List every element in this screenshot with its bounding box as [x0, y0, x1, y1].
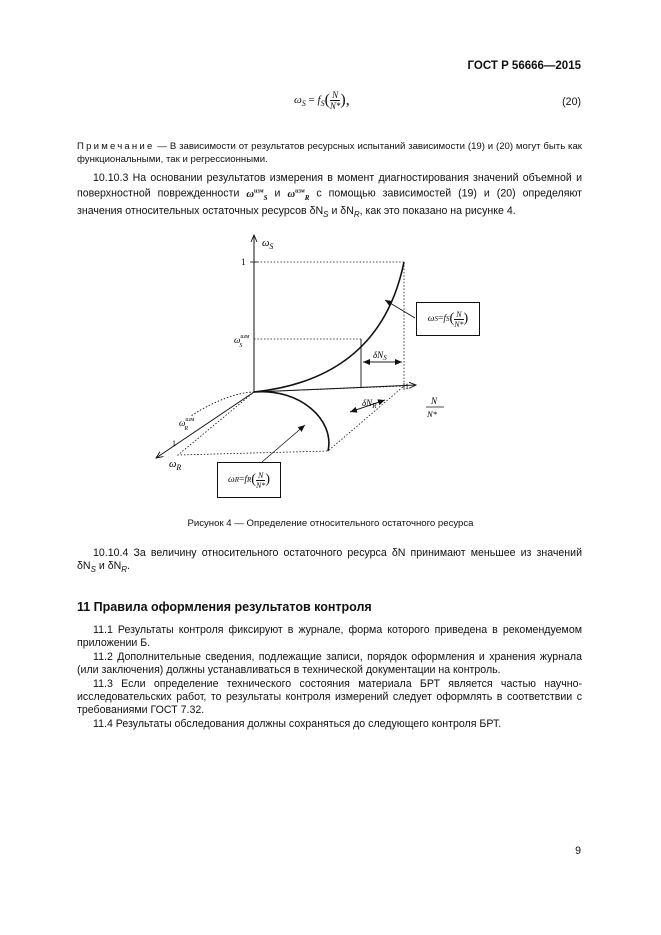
omega-r-axis-label: $\omega_R$	[169, 459, 182, 472]
paragraph-11-4: 11.4 Результаты обследования должны сохраняться до следующего контроля БРТ.	[93, 717, 502, 730]
delta-ns-label: $\delta N_S$	[373, 350, 387, 362]
paragraph-11-1: 11.1 Результаты контроля фиксируют в журнале, форма которого приведена в рекомендуемом приложении Б.	[77, 624, 582, 650]
paragraph-11-2: 11.2 Дополнительные сведения, подлежащие записи, порядок оформления и хранения журнала (или заключения) должны устанавливаться в технической документации на контроль.	[77, 650, 582, 677]
n-axis-label-den: N*	[427, 409, 437, 419]
paragraph-10-10-4: 10.10.4 За величину относительного остаточного ресурса δN принимают меньшее из значений $\delta N_S$ и $\delta N_R$.	[77, 547, 582, 575]
omega-r-measured-label: $\omega^{изм}$ R	[179, 417, 195, 432]
section-11-body	[77, 624, 582, 731]
box-r-leader	[262, 425, 305, 462]
omega-r-measured-arc	[191, 392, 254, 416]
omega-s-curve	[254, 262, 404, 392]
omega-s-measured-symbol: $\omega^{изм}_S$	[246, 188, 268, 203]
omega-r-curve	[254, 392, 329, 451]
paragraph-10-10-3: 10.10.3 На основании результатов измерения в момент диагностирования значений объемной и поверхностной поврежденности $\omega^{изм}_S$ и $\omega^{изм}_R$ с помощью зависимостей (19) и (20) определяют значения относительных остаточных ресурсов $\delta N_S$ и $\delta N_R$, как это показано на рисунке 4.	[77, 172, 583, 220]
document-header: ГОСТ Р 56666—2015	[467, 60, 581, 72]
box-s-leader	[385, 300, 415, 318]
figure-caption: Рисунок 4 — Определение относительного остаточного ресурса	[187, 518, 474, 529]
note-label: Примечание	[77, 141, 155, 152]
formula-fraction: $\frac{N}{N*}$	[329, 90, 341, 111]
omega-r-measured-symbol: $\omega^{изм}_R$	[287, 188, 310, 203]
tick-label-one-x: 1	[405, 382, 409, 391]
omega-r-function-box: ω R = f R ( N N* )	[217, 462, 281, 498]
formula-20: $\omega_S = f_S$( $\frac{N}{N*}$ ),	[294, 90, 350, 111]
tick-label-one-left: 1	[172, 439, 176, 448]
tick-label-one-top: 1	[241, 257, 246, 267]
section-11-heading: 11 Правила оформления результатов контроля	[77, 600, 372, 614]
omega-r-axis	[156, 392, 254, 458]
equation-number: (20)	[562, 96, 581, 108]
paragraph-11-3: 11.3 Если определение технического состояния материала БРТ является частью научно-исследовательских работ, то результаты контроля измерений следует оформлять в соответствии с требованиями ГОСТ 7.32.	[77, 677, 582, 717]
page-number: 9	[575, 845, 581, 857]
omega-s-axis-label: $\omega_S$	[262, 238, 274, 251]
note-paragraph: Примечание — В зависимости от результатов ресурсных испытаний зависимости (19) и (20) могут быть как функциональными, так и регрессионными.	[77, 141, 582, 165]
n-axis-label-num: N	[431, 396, 438, 406]
formula-lhs: ω	[294, 94, 302, 107]
delta-nr-label: $\delta N_R$	[362, 398, 377, 410]
omega-s-function-box: ω S = f S ( N N* )	[416, 302, 480, 336]
omega-s-measured-label: $\omega^{изм}$ S	[234, 334, 250, 349]
